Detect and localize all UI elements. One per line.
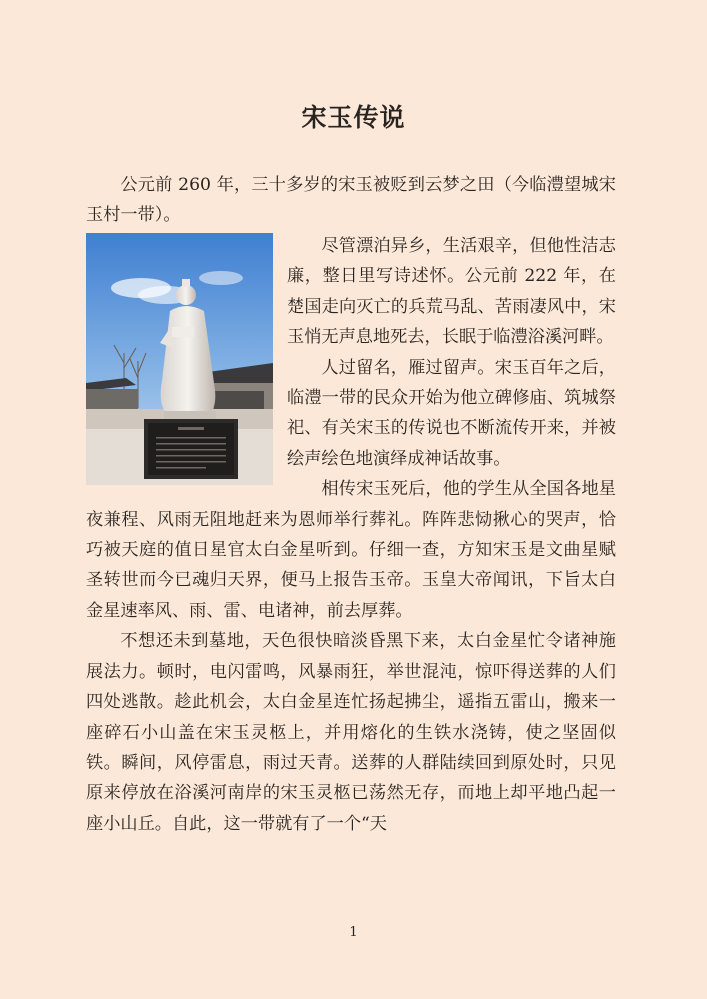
- paragraph-3: 人过留名，雁过留声。宋玉百年之后，临澧一带的民众开始为他立碑修庙、筑城祭祀、有关宋玉的传说也不断流传开来，并被绘声绘色地演绎成神话故事。: [287, 357, 616, 469]
- paragraph-4: 相传宋玉死后，他的学生从全国各地星夜兼程、风雨无阻地赶来为恩师举行葬礼。阵阵悲恸揪心的哭声，恰巧被天庭的值日星官太白金星听到。仔细一查，方知宋玉是文曲星赋圣转世而今已魂归天界，便马上报告玉帝。玉皇大帝闻讯，下旨太白金星速率风、雨、雷、电诸神，前去厚葬。: [86, 479, 616, 621]
- statue-photo-icon: [86, 233, 273, 485]
- paragraph-2: 尽管漂泊异乡，生活艰辛，但他性洁志廉，整日里写诗述怀。公元前 222 年，在楚国走向灭亡的兵荒马乱、苦雨凄风中，宋玉悄无声息地死去，长眠于临澧浴溪河畔。: [287, 236, 616, 348]
- page-number: 1: [349, 925, 358, 940]
- intro-text: [86, 170, 616, 231]
- main-text: [86, 231, 616, 839]
- statue-photo: [86, 233, 273, 485]
- page-title: 宋玉传说: [301, 103, 406, 132]
- paragraph-1: 公元前 260 年，三十多岁的宋玉被贬到云梦之田（今临澧望城宋玉村一带）。: [86, 175, 616, 226]
- paragraph-5: 不想还未到墓地，天色很快暗淡昏黑下来，太白金星忙令诸神施展法力。顿时，电闪雷鸣，风暴雨狂，举世混沌，惊吓得送葬的人们四处逃散。趁此机会，太白金星连忙扬起拂尘，遥指五雷山，搬来一座碎石小山盖在宋玉灵柩上，并用熔化的生铁水浇铸，使之坚固似铁。瞬间，风停雷息，雨过天青。送葬的人群陆续回到原处时，只见原来停放在浴溪河南岸的宋玉灵柩已荡然无存，而地上却平地凸起一座小山丘。自此，这一带就有了一个“天: [86, 631, 616, 834]
